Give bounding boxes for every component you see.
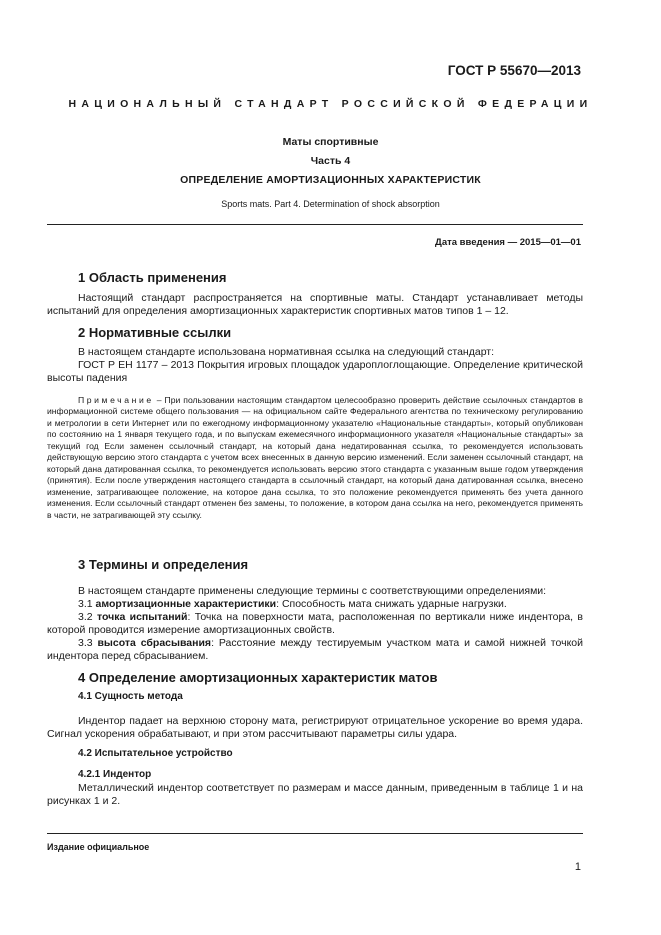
title-line-1: Маты спортивные xyxy=(282,136,379,148)
term-name: точка испытаний xyxy=(96,611,188,623)
term-name: амортизационные характеристики xyxy=(95,598,277,610)
bottom-divider xyxy=(47,833,583,834)
subsection-4-2-heading: 4.2 Испытательное устройство xyxy=(78,748,233,759)
term-3-1 xyxy=(47,598,583,611)
note-block xyxy=(47,395,583,521)
subsection-4-2-1-heading: 4.2.1 Индентор xyxy=(78,769,152,780)
edition-label: Издание официальное xyxy=(47,842,150,852)
section-3-intro: В настоящем стандарте применены следующие термины с соответствующими определениями: xyxy=(78,585,547,597)
note-label: Примечание xyxy=(78,395,154,405)
term-3-3 xyxy=(47,637,583,663)
title-line-3: ОПРЕДЕЛЕНИЕ АМОРТИЗАЦИОННЫХ ХАРАКТЕРИСТИК xyxy=(180,174,481,186)
term-definition: : Расстояние между тестируемым участком мата и самой нижней точкой индентора перед сбрасыванием. xyxy=(47,637,583,662)
top-divider xyxy=(47,224,583,225)
term-definition: : Точка на поверхности мата, расположенная по вертикали ниже индентора, в которой проводится измерение амортизационных свойств. xyxy=(47,611,583,636)
subsection-4-2-1-body xyxy=(47,782,583,808)
title-english: Sports mats. Part 4. Determination of shock absorption xyxy=(221,199,440,209)
term-name: высота сбрасывания xyxy=(97,637,212,649)
introduction-date: Дата введения — 2015—01—01 xyxy=(435,237,581,248)
subsection-4-1-text: Индентор падает на верхнюю сторону мата, регистрируют отрицательное ускорение во время удара. Сигнал ускорения обрабатывают, и при этом рассчитывают параметры силы удара. xyxy=(47,715,583,740)
section-1-body xyxy=(47,292,583,318)
standard-title: НАЦИОНАЛЬНЫЙ СТАНДАРТ РОССИЙСКОЙ ФЕДЕРАЦИИ xyxy=(68,98,593,110)
section-2-paragraph-1: В настоящем стандарте использована нормативная ссылка на следующий стандарт: xyxy=(78,346,495,358)
page-number: 1 xyxy=(574,861,581,873)
term-number: 3.3 xyxy=(78,637,98,649)
section-2-heading: 2 Нормативные ссылки xyxy=(78,325,232,340)
title-line-2: Часть 4 xyxy=(310,155,351,167)
term-number: 3.1 xyxy=(78,598,96,610)
term-3-2 xyxy=(47,611,583,637)
section-2-paragraph-2: ГОСТ Р ЕН 1177 – 2013 Покрытия игровых площадок удароплоглощающие. Определение критической высоты падения xyxy=(47,359,583,384)
section-3-heading: 3 Термины и определения xyxy=(78,557,249,572)
note-text: – При пользовании настоящим стандартом целесообразно проверить действие ссылочных стандартов в информационной системе общего пользования — на официальном сайте Федерального агентства по техническому регулированию и метрологии в сети Интернет или по ежегодному информационному указателю «Национальные стандарты», который опубликован по состоянию на 1 января текущего года, и по выпускам ежемесячного информационного указателя «Национальные стандарты» за текущий год Если заменен ссылочный стандарт, на который дана недатированная ссылка, то рекомендуется использовать действующую версию этого стандарта с учетом всех внесенных в данную версию изменений. Если заменен ссылочный стандарт, на который дана датированная ссылка, то рекомендуется использовать версию этого стандарта с указанным выше годом утверждения (принятия). Если после утверждения настоящего стандарта в ссылочный стандарт, на который дана датированная ссылка, внесено изменение, затрагивающее положение, на которое дана ссылка, то это положение рекомендуется применять без учета данного изменения. Если ссылочный стандарт отменен без замены, то положение, в котором дана ссылка на него, рекомендуется применять в части, не затрагивающей эту ссылку. xyxy=(47,395,583,520)
section-1-text: Настоящий стандарт распространяется на спортивные маты. Стандарт устанавливает методы испытаний для определения амортизационных характеристик спортивных матов типов 1 – 12. xyxy=(47,292,583,317)
section-1-heading: 1 Область применения xyxy=(78,270,227,285)
subsection-4-1-heading: 4.1 Сущность метода xyxy=(78,691,183,702)
section-3-body xyxy=(47,585,583,663)
document-code: ГОСТ Р 55670—2013 xyxy=(447,63,581,78)
section-4-heading: 4 Определение амортизационных характеристик матов xyxy=(78,670,438,685)
subsection-4-2-1-text: Металлический индентор соответствует по размерам и массе данным, приведенным в таблице 1 и на рисунках 1 и 2. xyxy=(47,782,583,807)
term-definition: : Способность мата снижать ударные нагрузки. xyxy=(276,598,507,610)
subsection-4-1-body xyxy=(47,715,583,741)
term-number: 3.2 xyxy=(78,611,97,623)
section-2-body xyxy=(47,346,583,385)
